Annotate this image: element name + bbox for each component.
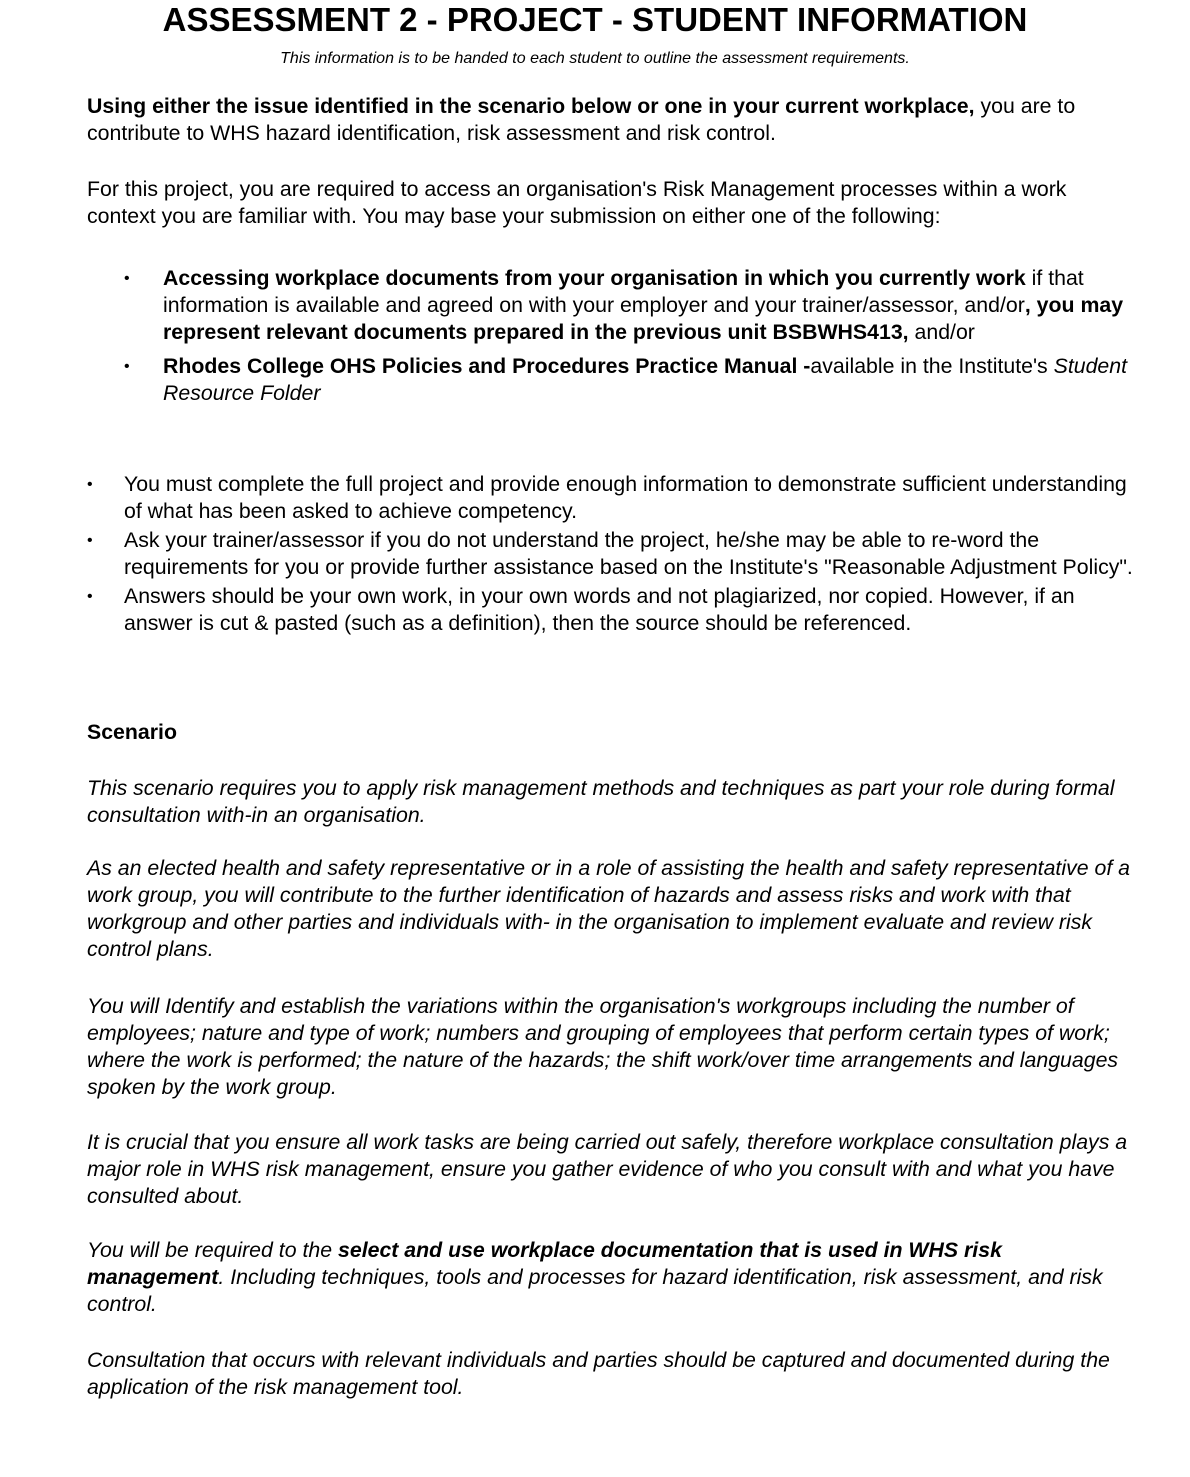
bullet-icon: •	[87, 476, 93, 493]
requirement-item	[87, 471, 1137, 525]
intro-bold-lead: Using either the issue identified in the scenario below or one in your current workplace,	[87, 94, 975, 118]
scenario-paragraph-5	[87, 1237, 1137, 1318]
scenario-paragraph-4: It is crucial that you ensure all work tasks are being carried out safely, therefore workplace consultation plays a major role in WHS risk management, ensure you gather evidence of who you consult with and what you have consulted about.	[87, 1130, 1128, 1208]
requirements-list	[87, 471, 1137, 637]
requirement-text: You must complete the full project and provide enough information to demonstrate sufficient understanding of what has been asked to achieve competency.	[124, 472, 1127, 523]
requirement-text: Ask your trainer/assessor if you do not understand the project, he/she may be able to re-word the requirements for you or provide further assistance based on the Institute's "Reasonable Adjustment Policy".	[124, 528, 1133, 579]
scenario-paragraph-1: This scenario requires you to apply risk management methods and techniques as part your role during formal consultation with-in an organisation.	[87, 776, 1115, 827]
option2-bold: Rhodes College OHS Policies and Procedures Practice Manual -	[163, 354, 811, 378]
option-item-rhodes-manual	[124, 353, 1137, 407]
option2-text: available in the Institute's	[810, 354, 1054, 378]
option1-bold2: , you may represent relevant documents prepared in the previous unit BSBWHS413,	[163, 293, 1124, 344]
page-subtitle: This information is to be handed to each student to outline the assessment requirements.	[280, 50, 910, 67]
option1-bold1: Accessing workplace documents from your organisation in which you currently work	[163, 266, 1026, 290]
project-paragraph: For this project, you are required to access an organisation's Risk Management processes within a work context you are familiar with. You may base your submission on either one of the following:	[87, 177, 1067, 228]
bullet-icon: •	[87, 532, 93, 549]
scenario-p5-rest: . Including techniques, tools and processes for hazard identification, risk assessment, and risk control.	[87, 1265, 1103, 1316]
bullet-icon: •	[124, 358, 130, 375]
requirement-item	[87, 527, 1137, 581]
option1-text2: and/or	[908, 320, 975, 344]
option-item-workplace-documents	[124, 265, 1137, 346]
requirement-item	[87, 583, 1137, 637]
option2-italic: Student Resource Folder	[163, 354, 1128, 405]
scenario-paragraph-3: You will Identify and establish the variations within the organisation's workgroups including the number of employees; nature and type of work; numbers and grouping of employees that perform certain types of work; where the work is performed; the nature of the hazards; the shift work/over time arrangements and languages spoken by the work group.	[87, 994, 1119, 1099]
scenario-p5-lead: You will be required to the	[87, 1238, 338, 1262]
scenario-heading: Scenario	[87, 720, 177, 744]
scenario-p5-bold: select and use workplace documentation that is used in WHS risk management	[87, 1238, 1002, 1289]
option1-text1: if that information is available and agreed on with your employer and your trainer/assessor, and/or	[163, 266, 1084, 317]
options-list	[124, 265, 1137, 407]
bullet-icon: •	[124, 270, 130, 287]
intro-paragraph	[87, 93, 1137, 147]
page-title: ASSESSMENT 2 - PROJECT - STUDENT INFORMATION	[162, 1, 1028, 38]
scenario-paragraph-2: As an elected health and safety representative or in a role of assisting the health and safety representative of a work group, you will contribute to the further identification of hazards and assess risks and work with that workgroup and other parties and individuals with- in the organisation to implement evaluate and review risk control plans.	[87, 856, 1131, 961]
intro-rest: you are to contribute to WHS hazard identification, risk assessment and risk control.	[87, 94, 1076, 145]
requirement-text: Answers should be your own work, in your own words and not plagiarized, nor copied. However, if an answer is cut & pasted (such as a definition), then the source should be referenced.	[124, 584, 1075, 635]
bullet-icon: •	[87, 588, 93, 605]
scenario-paragraph-6: Consultation that occurs with relevant individuals and parties should be captured and documented during the application of the risk management tool.	[87, 1348, 1110, 1399]
